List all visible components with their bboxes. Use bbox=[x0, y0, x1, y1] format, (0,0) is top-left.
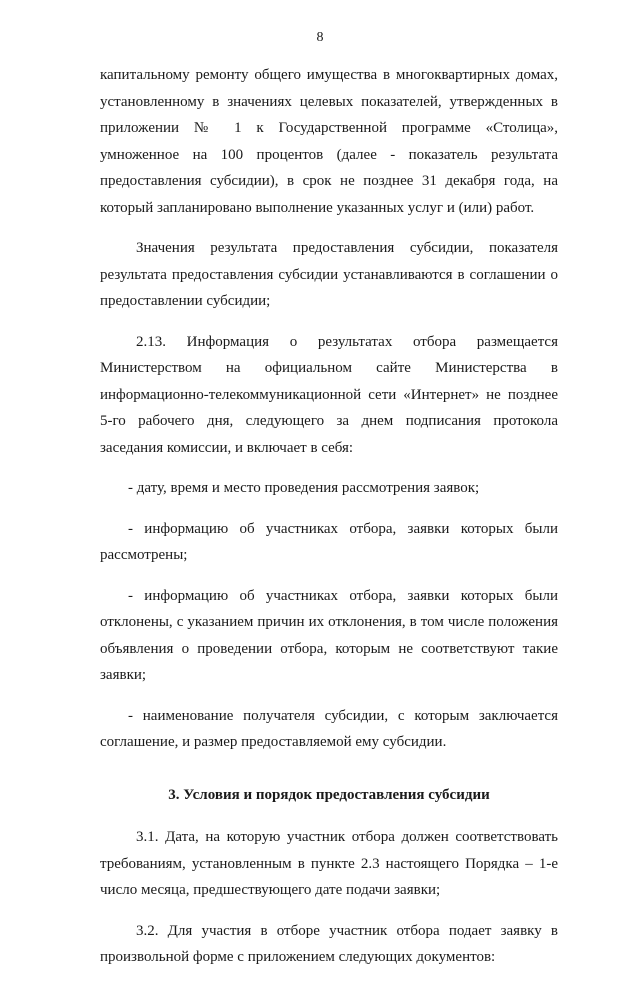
list-item-review-date: - дату, время и место проведения рассмотрения заявок; bbox=[128, 480, 480, 496]
list-item-rejected-participants: - информацию об участниках отбора, заявки которых были отклонены, с указанием причин их отклонения, в том числе положения объявления о проведении отбора, которым не соответствуют такие заявки; bbox=[100, 587, 558, 683]
document-body bbox=[100, 62, 558, 985]
paragraph-result-values: Значения результата предоставления субсидии, показателя результата предоставления субсидии устанавливаются в соглашении о предоставлении субсидии; bbox=[100, 240, 558, 309]
paragraph-3-2: 3.2. Для участия в отборе участник отбора подает заявку в произвольной форме с приложением следующих документов: bbox=[100, 922, 558, 965]
section-3-heading: 3. Условия и порядок предоставления субсидии bbox=[168, 786, 490, 803]
paragraph-2-13: 2.13. Информация о результатах отбора размещается Министерством на официальном сайте Министерства в информационно-телекоммуникационной сети «Интернет» не позднее 5-го рабочего дня, следующего за днем подписания протокола заседания комиссии, и включает в себя: bbox=[100, 333, 558, 456]
page-number: 8 bbox=[316, 30, 324, 45]
list-item-recipient: - наименование получателя субсидии, с которым заключается соглашение, и размер предоставляемой ему субсидии. bbox=[100, 707, 558, 750]
paragraph-3-1: 3.1. Дата, на которую участник отбора должен соответствовать требованиям, установленным в пункте 2.3 настоящего Порядка – 1-е число месяца, предшествующего дате подачи заявки; bbox=[100, 829, 558, 898]
list-item-reviewed-participants: - информацию об участниках отбора, заявки которых были рассмотрены; bbox=[100, 520, 558, 563]
paragraph-target-indicator: капитальному ремонту общего имущества в многоквартирных домах, установленному в значениях целевых показателей, утвержденных в приложении № 1 к Государственной программе «Столица», умноженное на 100 процентов (далее - показатель результата предоставления субсидии), в срок не позднее 31 декабря года, на который запланировано выполнение указанных услуг и (или) работ. bbox=[100, 67, 558, 216]
